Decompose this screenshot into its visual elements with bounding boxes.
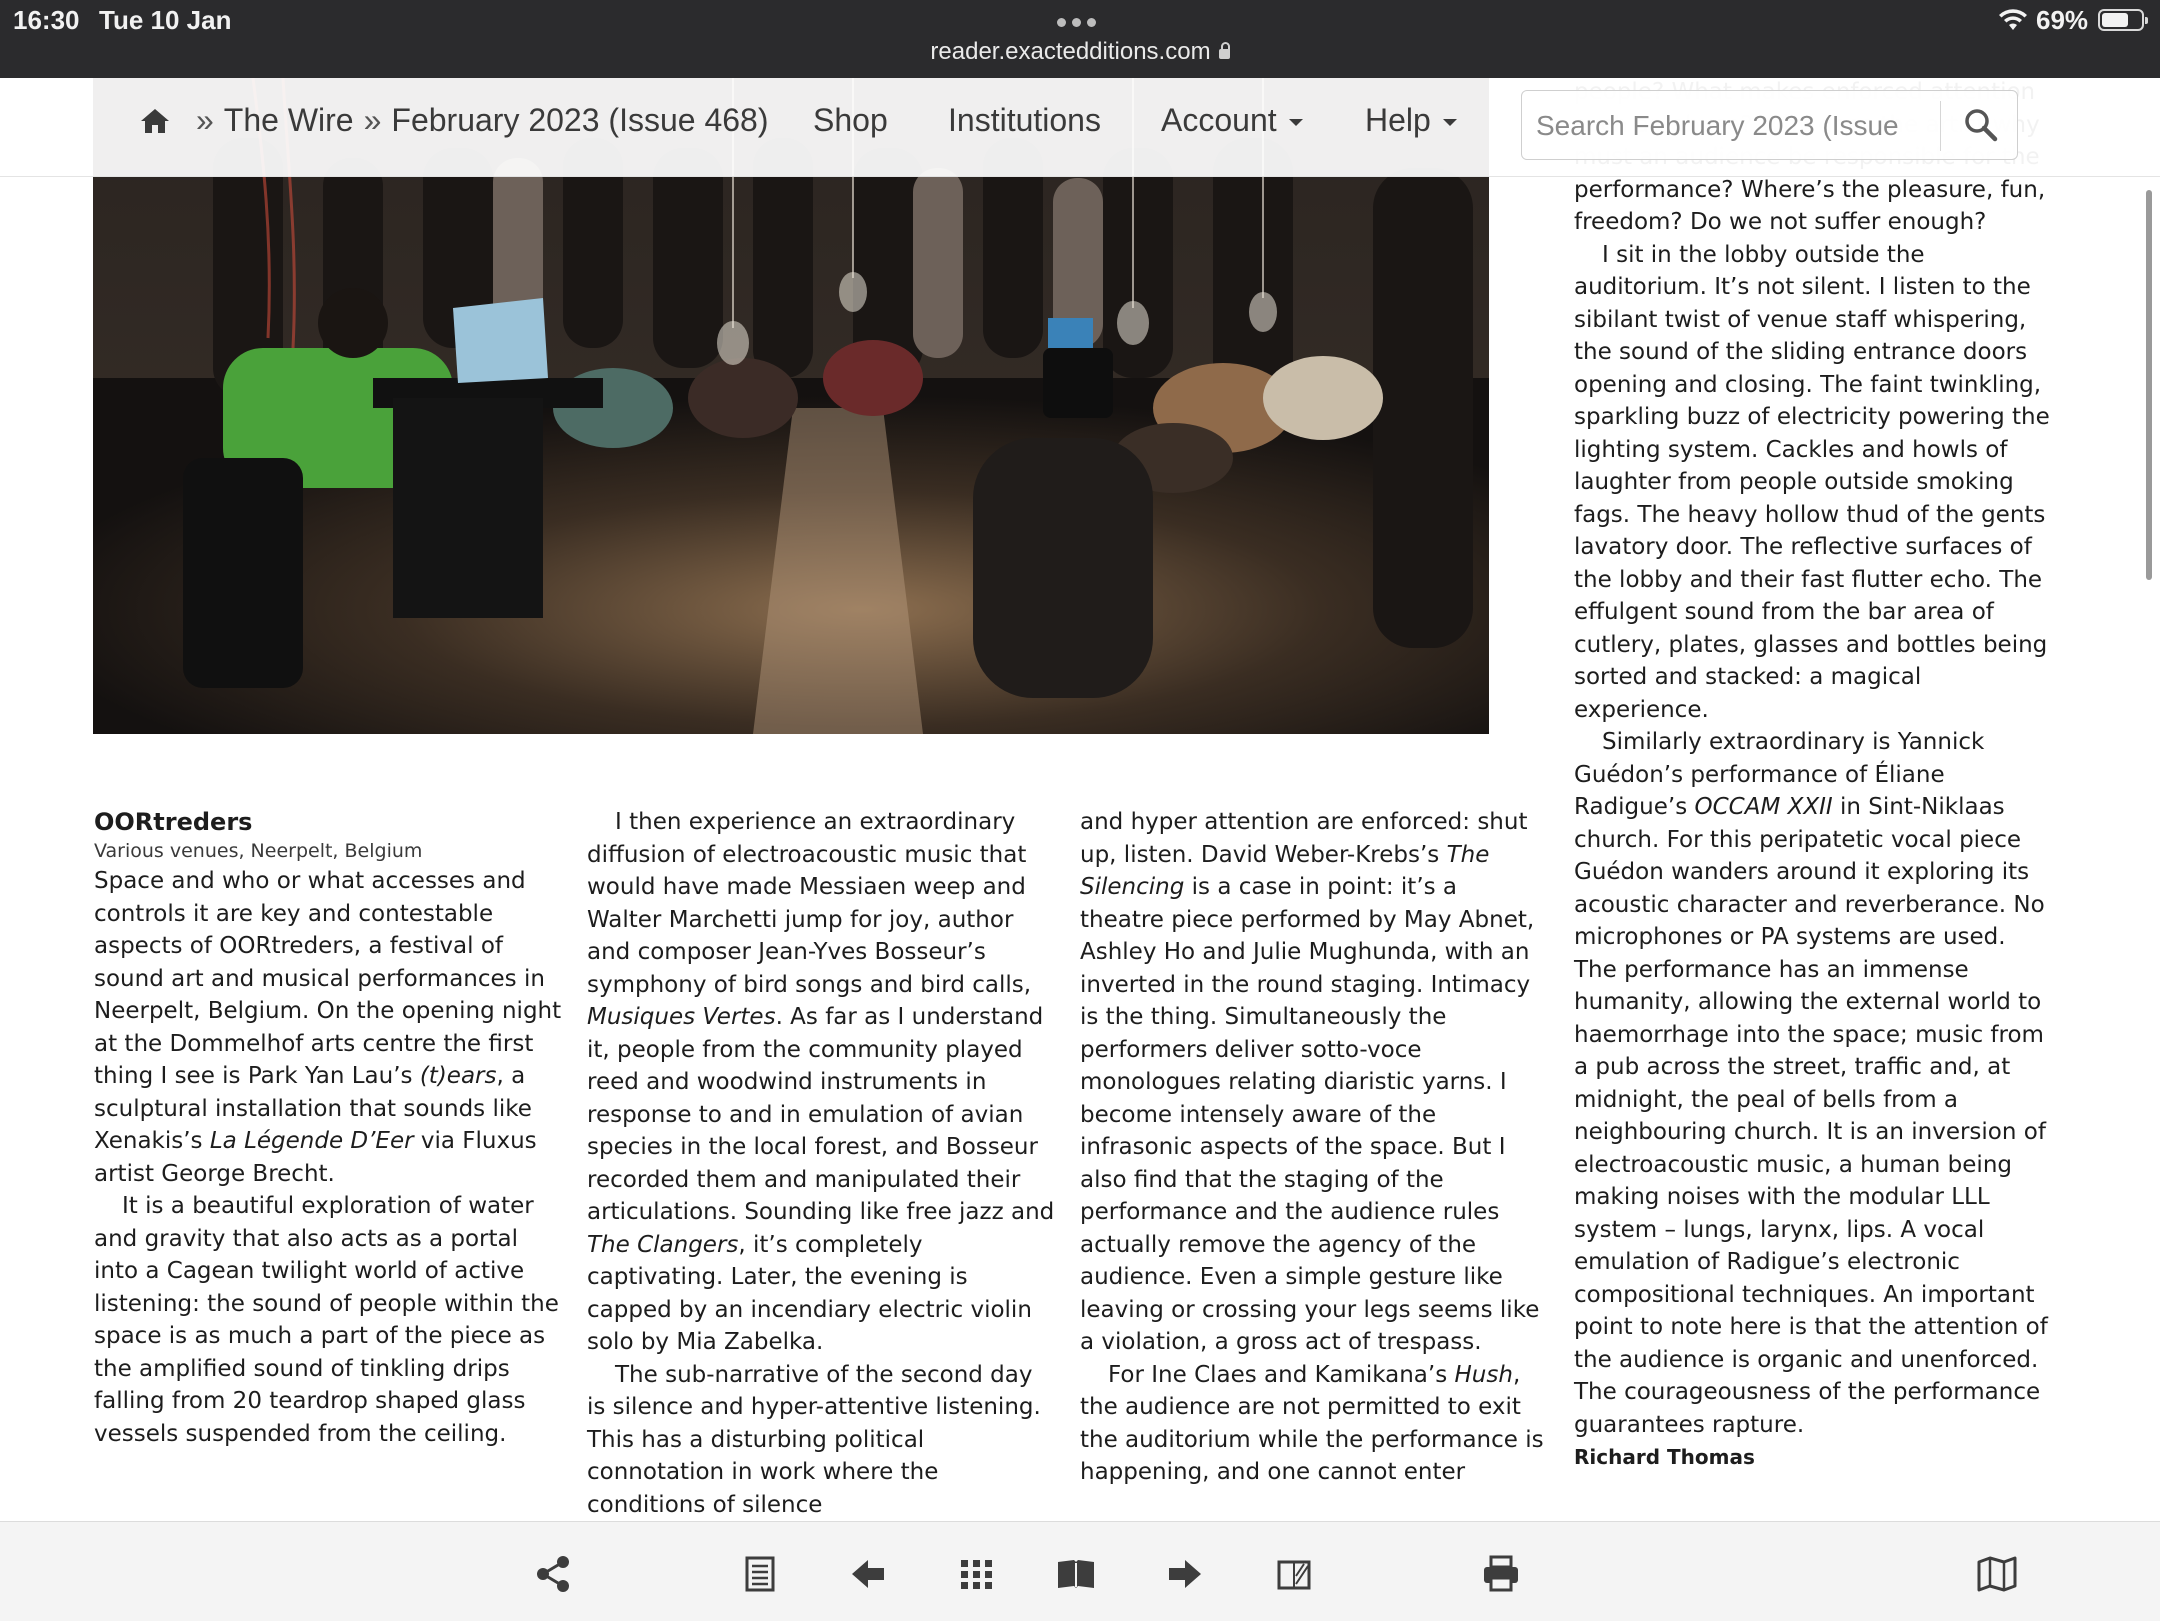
article-column-1 bbox=[94, 806, 562, 1450]
back-arrow-icon[interactable] bbox=[848, 1554, 888, 1594]
paragraph: It is a beautiful exploration of water and gravity that also acts as a portal into a Cagean twilight world of active listening: the sound of people within the space is as much a part of the piece as the amplified sound of tinkling drips falling from 20 teardrop shaped glass vessels suspended from the ceiling. bbox=[94, 1193, 559, 1447]
chevron-down-icon bbox=[1289, 119, 1303, 126]
url-text: reader.exactedditions.com bbox=[930, 38, 1211, 65]
chevron-down-icon bbox=[1443, 119, 1457, 126]
breadcrumb-issue[interactable]: February 2023 (Issue 468) bbox=[391, 102, 769, 138]
tab-options-icon[interactable] bbox=[1057, 18, 1101, 28]
paragraph: I sit in the lobby outside the auditorium. It’s not silent. I listen to the sibilant twist of venue staff whispering, the sound of the sliding entrance doors opening and closing. The faint twinkling, sparkling buzz of electricity powering the lighting system. Cackles and howls of laughter from people outside smoking fags. The heavy hollow thud of the gents lavatory door. The reflective surfaces of the lobby and their fast flutter echo. The effulgent sound from the bar area of cutlery, plates, glasses and bottles being sorted and stacked: a magical experience. bbox=[1574, 241, 2050, 723]
paragraph: Similarly extraordinary is Yannick Guédon’s performance of Éliane Radigue’s OCCAM XXII in Sint-Niklaas church. For this peripatetic vocal piece Guédon wanders around it exploring its acoustic character and reverberance. No microphones or PA systems are used. The performance has an immense humanity, allowing the external world to haemorrhage into the space; music from a pub across the street, traffic and, at midnight, the peal of bells from a neighbouring church. It is an inversion of electroacoustic music, a human being making noises with the modular LLL system – lungs, larynx, lips. A vocal emulation of Radigue’s electronic compositional techniques. An important point to note here is that the attention of the audience is organic and unenforced. The courageousness of the performance guarantees rapture. bbox=[1574, 729, 2048, 1438]
article-column-4 bbox=[1574, 76, 2052, 1473]
article-title: OORtreders bbox=[94, 808, 253, 836]
paragraph: I then experience an extraordinary diffusion of electroacoustic music that would have made Messiaen weep and Walter Marchetti jump for joy, author and composer Jean-Yves Bosseur’s symphony of bird songs and bird calls, Musiques Vertes. As far as I understand it, people from the community played reed and woodwind instruments in response to and in emulation of avian species in the local forest, and Bosseur recorded them and manipulated their articulations. Sounding like free jazz and The Clangers, it’s completely captivating. Later, the evening is capped by an incendiary electric violin solo by Mia Zabelka. bbox=[587, 809, 1055, 1355]
article-column-3 bbox=[1080, 806, 1548, 1489]
article-column-2 bbox=[587, 806, 1055, 1521]
share-icon[interactable] bbox=[533, 1554, 573, 1594]
site-header bbox=[0, 78, 2160, 177]
battery-icon bbox=[2098, 9, 2144, 31]
status-date: Tue 10 Jan bbox=[99, 5, 232, 35]
breadcrumb-separator: » bbox=[363, 102, 382, 138]
grid-icon[interactable] bbox=[957, 1554, 997, 1594]
status-bar bbox=[0, 0, 2160, 78]
paragraph: and hyper attention are enforced: shut up, listen. David Weber-Krebs’s The Silencing is a case in point: it’s a theatre piece performed by May Abnet, Ashley Ho and Julie Mughunda, with an inverted in the round staging. Intimacy is the thing. Simultaneously the performers deliver sotto-voce monologues relating diaristic yarns. I become intensely aware of the infrasonic aspects of the space. But I also find that the staging of the performance and the audience rules actually remove the agency of the audience. Even a simple gesture like leaving or crossing your legs seems like a violation, a gross act of trespass. bbox=[1080, 809, 1540, 1355]
search-divider bbox=[1940, 101, 1941, 151]
article-byline: Richard Thomas bbox=[1574, 1445, 1755, 1469]
contents-icon[interactable] bbox=[740, 1554, 780, 1594]
menu-institutions[interactable]: Institutions bbox=[948, 102, 1101, 138]
print-icon[interactable] bbox=[1481, 1554, 1521, 1594]
paragraph: The sub-narrative of the second day is silence and hyper-attentive listening. This has a disturbing political connotation in work where the conditions of silence bbox=[587, 1361, 1041, 1518]
menu-help[interactable] bbox=[1365, 102, 1457, 139]
status-time: 16:30 bbox=[13, 5, 80, 35]
battery-level bbox=[2102, 13, 2128, 27]
breadcrumb-publication[interactable]: The Wire bbox=[223, 102, 354, 138]
search-icon[interactable] bbox=[1963, 107, 1999, 143]
scrollbar[interactable] bbox=[2146, 190, 2152, 580]
paragraph: For Ine Claes and Kamikana’s Hush, the audience are not permitted to exit the auditorium while the performance is happening, and one cannot enter bbox=[1080, 1361, 1544, 1485]
menu-account[interactable] bbox=[1161, 102, 1303, 139]
battery-percent: 69% bbox=[2036, 5, 2089, 35]
menu-help-label: Help bbox=[1365, 102, 1431, 138]
paragraph: performance? Where’s the pleasure, fun, freedom? Do we not suffer enough? bbox=[1574, 176, 2046, 235]
page-layout-icon[interactable] bbox=[1274, 1554, 1314, 1594]
map-icon[interactable] bbox=[1977, 1554, 2017, 1594]
forward-arrow-icon[interactable] bbox=[1165, 1554, 1205, 1594]
article-venue: Various venues, Neerpelt, Belgium bbox=[94, 840, 423, 862]
search-box[interactable] bbox=[1521, 90, 2018, 160]
search-input[interactable] bbox=[1534, 101, 1938, 151]
book-icon[interactable] bbox=[1056, 1554, 1096, 1594]
menu-shop[interactable]: Shop bbox=[813, 102, 888, 138]
breadcrumb bbox=[140, 102, 768, 139]
lock-icon bbox=[1219, 49, 1230, 59]
reader-toolbar bbox=[0, 1521, 2160, 1621]
paragraph: Space and who or what accesses and controls it are key and contestable aspects of OORtreders, a festival of sound art and musical performances in Neerpelt, Belgium. On the opening night at the Dommelhof arts centre the first thing I see is Park Yan Lau’s (t)ears, a sculptural installation that sounds like Xenakis’s La Légende D’Eer via Fluxus artist George Brecht. bbox=[94, 868, 562, 1187]
menu-account-label: Account bbox=[1161, 102, 1277, 138]
wifi-icon bbox=[1998, 8, 2028, 32]
breadcrumb-separator: » bbox=[196, 102, 214, 138]
home-icon[interactable] bbox=[140, 107, 170, 135]
address-bar[interactable] bbox=[900, 38, 1260, 66]
